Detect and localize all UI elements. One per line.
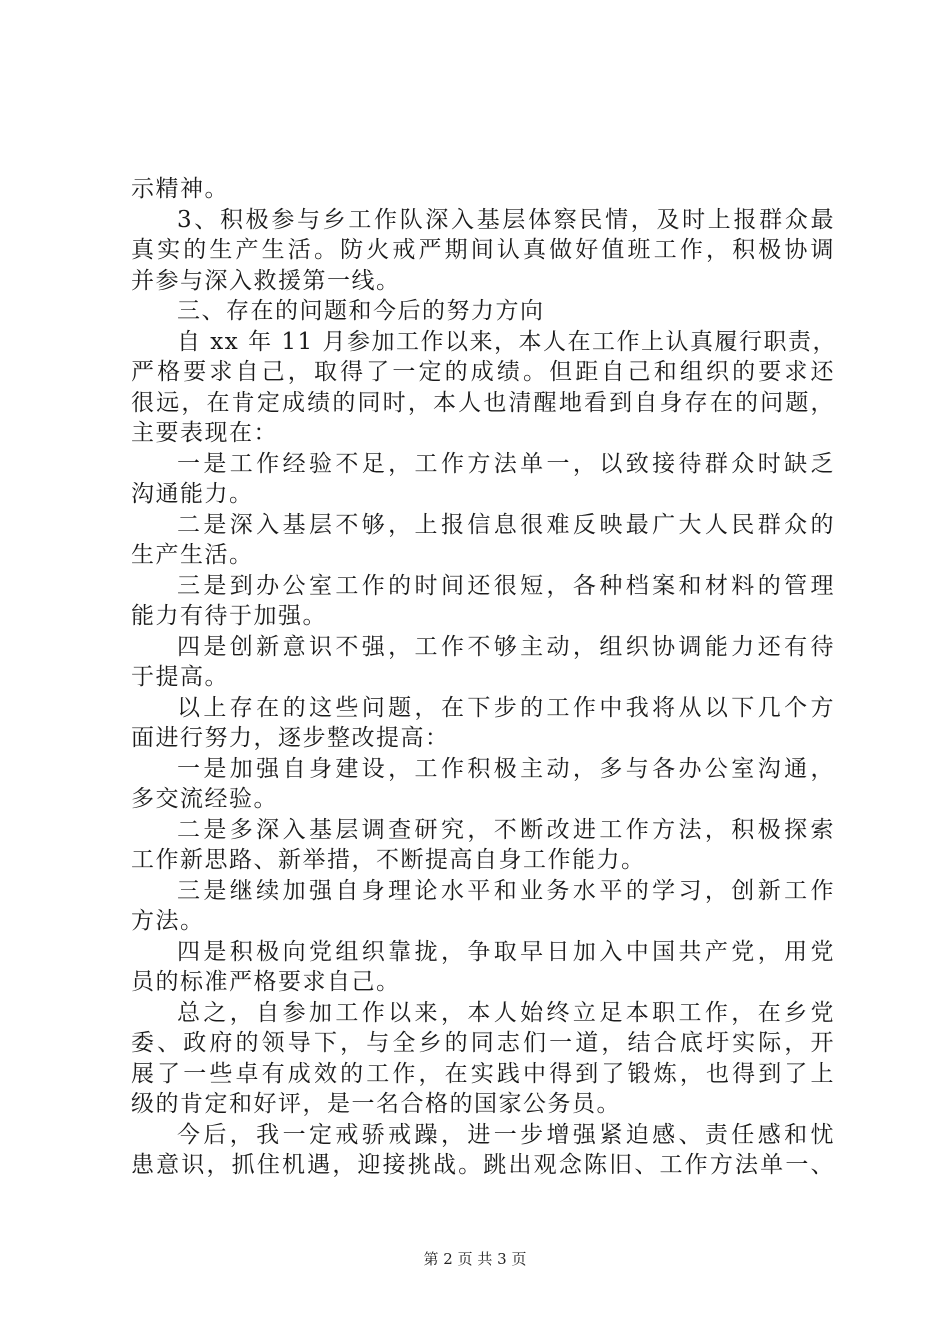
- text-line: 一是工作经验不足，工作方法单一，以致接待群众时缺乏: [177, 450, 835, 477]
- text-line: 员的标准严格要求自己。: [131, 969, 401, 995]
- text-line: 二是多深入基层调查研究，不断改进工作方法，积极探索: [177, 816, 835, 843]
- document-body: [131, 174, 835, 1181]
- text-line: 多交流经验。: [131, 786, 278, 812]
- text-line: 生产生活。: [131, 542, 254, 568]
- text-line: 面进行努力，逐步整改提高：: [131, 725, 450, 751]
- text-line: 一是加强自身建设，工作积极主动，多与各办公室沟通，: [177, 755, 835, 782]
- text-line: 能力有待于加强。: [131, 603, 327, 629]
- text-line: 真实的生产生活。防火戒严期间认真做好值班工作，积极协调: [131, 237, 835, 263]
- text-line: 级的肯定和好评，是一名合格的国家公务员。: [131, 1091, 621, 1117]
- text-line: 示精神。: [131, 176, 229, 202]
- text-line: 展了一些卓有成效的工作，在实践中得到了锻炼，也得到了上: [131, 1060, 835, 1087]
- text-line: 患意识，抓住机遇，迎接挑战。跳出观念陈旧、工作方法单一、: [131, 1152, 835, 1178]
- text-line: 3、积极参与乡工作队深入基层体察民情，及时上报群众最: [177, 206, 835, 233]
- text-line: 三是到办公室工作的时间还很短，各种档案和材料的管理: [177, 572, 835, 599]
- text-line: 三、存在的问题和今后的努力方向: [177, 298, 545, 324]
- text-line: 总之，自参加工作以来，本人始终立足本职工作，在乡党: [177, 999, 835, 1026]
- text-line: 很远，在肯定成绩的同时，本人也清醒地看到自身存在的问题，: [131, 389, 835, 416]
- text-line: 自 xx 年 11 月参加工作以来，本人在工作上认真履行职责，: [177, 328, 837, 355]
- text-line: 于提高。: [131, 664, 229, 690]
- text-line: 三是继续加强自身理论水平和业务水平的学习，创新工作: [177, 877, 835, 904]
- page-footer: 第 2 页 共 3 页: [423, 1250, 527, 1268]
- text-line: 委、政府的领导下，与全乡的同志们一道，结合底圩实际，开: [131, 1030, 835, 1056]
- text-line: 沟通能力。: [131, 481, 254, 507]
- text-line: 并参与深入救援第一线。: [131, 267, 401, 294]
- text-line: 以上存在的这些问题，在下步的工作中我将从以下几个方: [177, 694, 835, 721]
- text-line: 四是积极向党组织靠拢，争取早日加入中国共产党，用党: [177, 938, 835, 965]
- text-line: 四是创新意识不强，工作不够主动，组织协调能力还有待: [177, 633, 835, 660]
- text-line: 严格要求自己，取得了一定的成绩。但距自己和组织的要求还: [131, 359, 835, 385]
- text-line: 二是深入基层不够，上报信息很难反映最广大人民群众的: [177, 511, 835, 538]
- text-line: 主要表现在：: [131, 420, 278, 446]
- text-line: 方法。: [131, 908, 205, 934]
- text-line: 今后，我一定戒骄戒躁，进一步增强紧迫感、责任感和忧: [177, 1121, 835, 1148]
- text-line: 工作新思路、新举措，不断提高自身工作能力。: [131, 847, 646, 873]
